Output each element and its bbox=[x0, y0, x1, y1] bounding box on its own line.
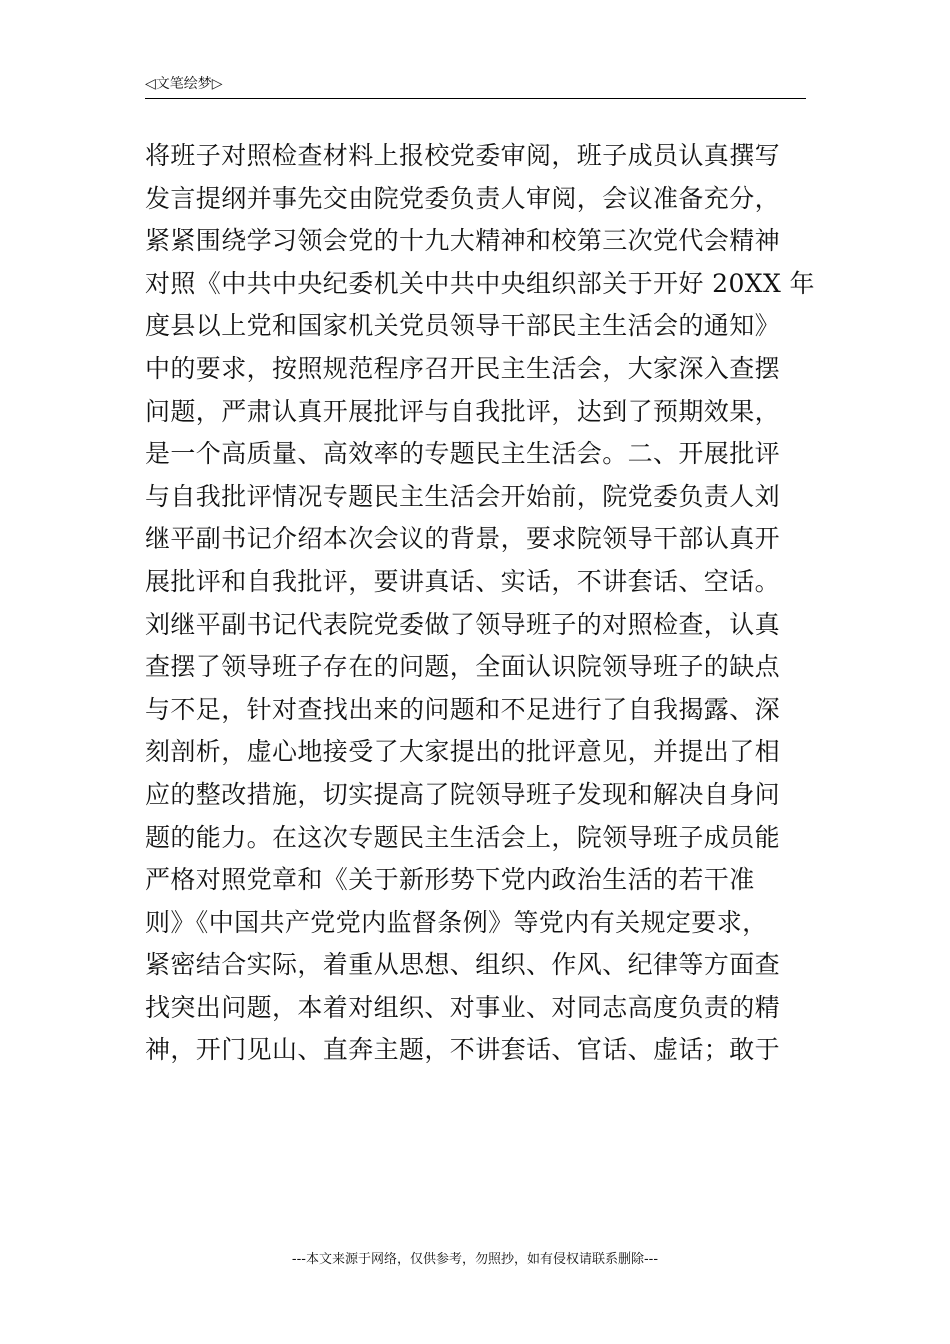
text-line: 与不足，针对查找出来的问题和不足进行了自我揭露、深 bbox=[145, 694, 781, 724]
text-line: 刘继平副书记代表院党委做了领导班子的对照检查，认真 bbox=[145, 609, 781, 639]
document-body bbox=[145, 135, 815, 1072]
page-footer: ---本文来源于网络，仅供参考，勿照抄，如有侵权请联系删除--- bbox=[291, 1252, 659, 1267]
page-header bbox=[145, 74, 806, 99]
text-line: 发言提纲并事先交由院党委负责人审阅，会议准备充分， bbox=[145, 183, 781, 213]
text-line: 度县以上党和国家机关党员领导干部民主生活会的通知》 bbox=[145, 311, 781, 341]
text-line: 应的整改措施，切实提高了院领导班子发现和解决自身问 bbox=[145, 779, 781, 809]
text-line: 紧密结合实际，着重从思想、组织、作风、纪律等方面查 bbox=[145, 950, 781, 980]
text-line: 是一个高质量、高效率的专题民主生活会。二、开展批评 bbox=[145, 439, 781, 469]
text-line: 找突出问题，本着对组织、对事业、对同志高度负责的精 bbox=[145, 992, 781, 1022]
text-line: 查摆了领导班子存在的问题，全面认识院领导班子的缺点 bbox=[145, 652, 781, 682]
text-line: 则》《中国共产党党内监督条例》等党内有关规定要求， bbox=[145, 907, 768, 937]
text-line: 对照《中共中央纪委机关中共中央组织部关于开好 20XX 年 bbox=[145, 268, 815, 298]
text-line: 神，开门见山、直奔主题，不讲套话、官话、虚话；敢于 bbox=[145, 1035, 781, 1065]
text-line: 展批评和自我批评，要讲真话、实话，不讲套话、空话。 bbox=[145, 566, 781, 596]
text-line: 严格对照党章和《关于新形势下党内政治生活的若干准 bbox=[145, 865, 755, 895]
text-line: 题的能力。在这次专题民主生活会上，院领导班子成员能 bbox=[145, 822, 781, 852]
text-line: 与自我批评情况专题民主生活会开始前，院党委负责人刘 bbox=[145, 481, 781, 511]
text-line: 紧紧围绕学习领会党的十九大精神和校第三次党代会精神 bbox=[145, 226, 781, 256]
text-line: 刻剖析，虚心地接受了大家提出的批评意见，并提出了相 bbox=[145, 737, 781, 767]
header-title: ◁文笔绘梦▷ bbox=[145, 76, 223, 92]
text-line: 问题，严肃认真开展批评与自我批评，达到了预期效果， bbox=[145, 396, 781, 426]
text-line: 继平副书记介绍本次会议的背景，要求院领导干部认真开 bbox=[145, 524, 781, 554]
text-line: 将班子对照检查材料上报校党委审阅，班子成员认真撰写 bbox=[145, 141, 781, 170]
text-line: 中的要求，按照规范程序召开民主生活会，大家深入查摆 bbox=[145, 353, 781, 383]
